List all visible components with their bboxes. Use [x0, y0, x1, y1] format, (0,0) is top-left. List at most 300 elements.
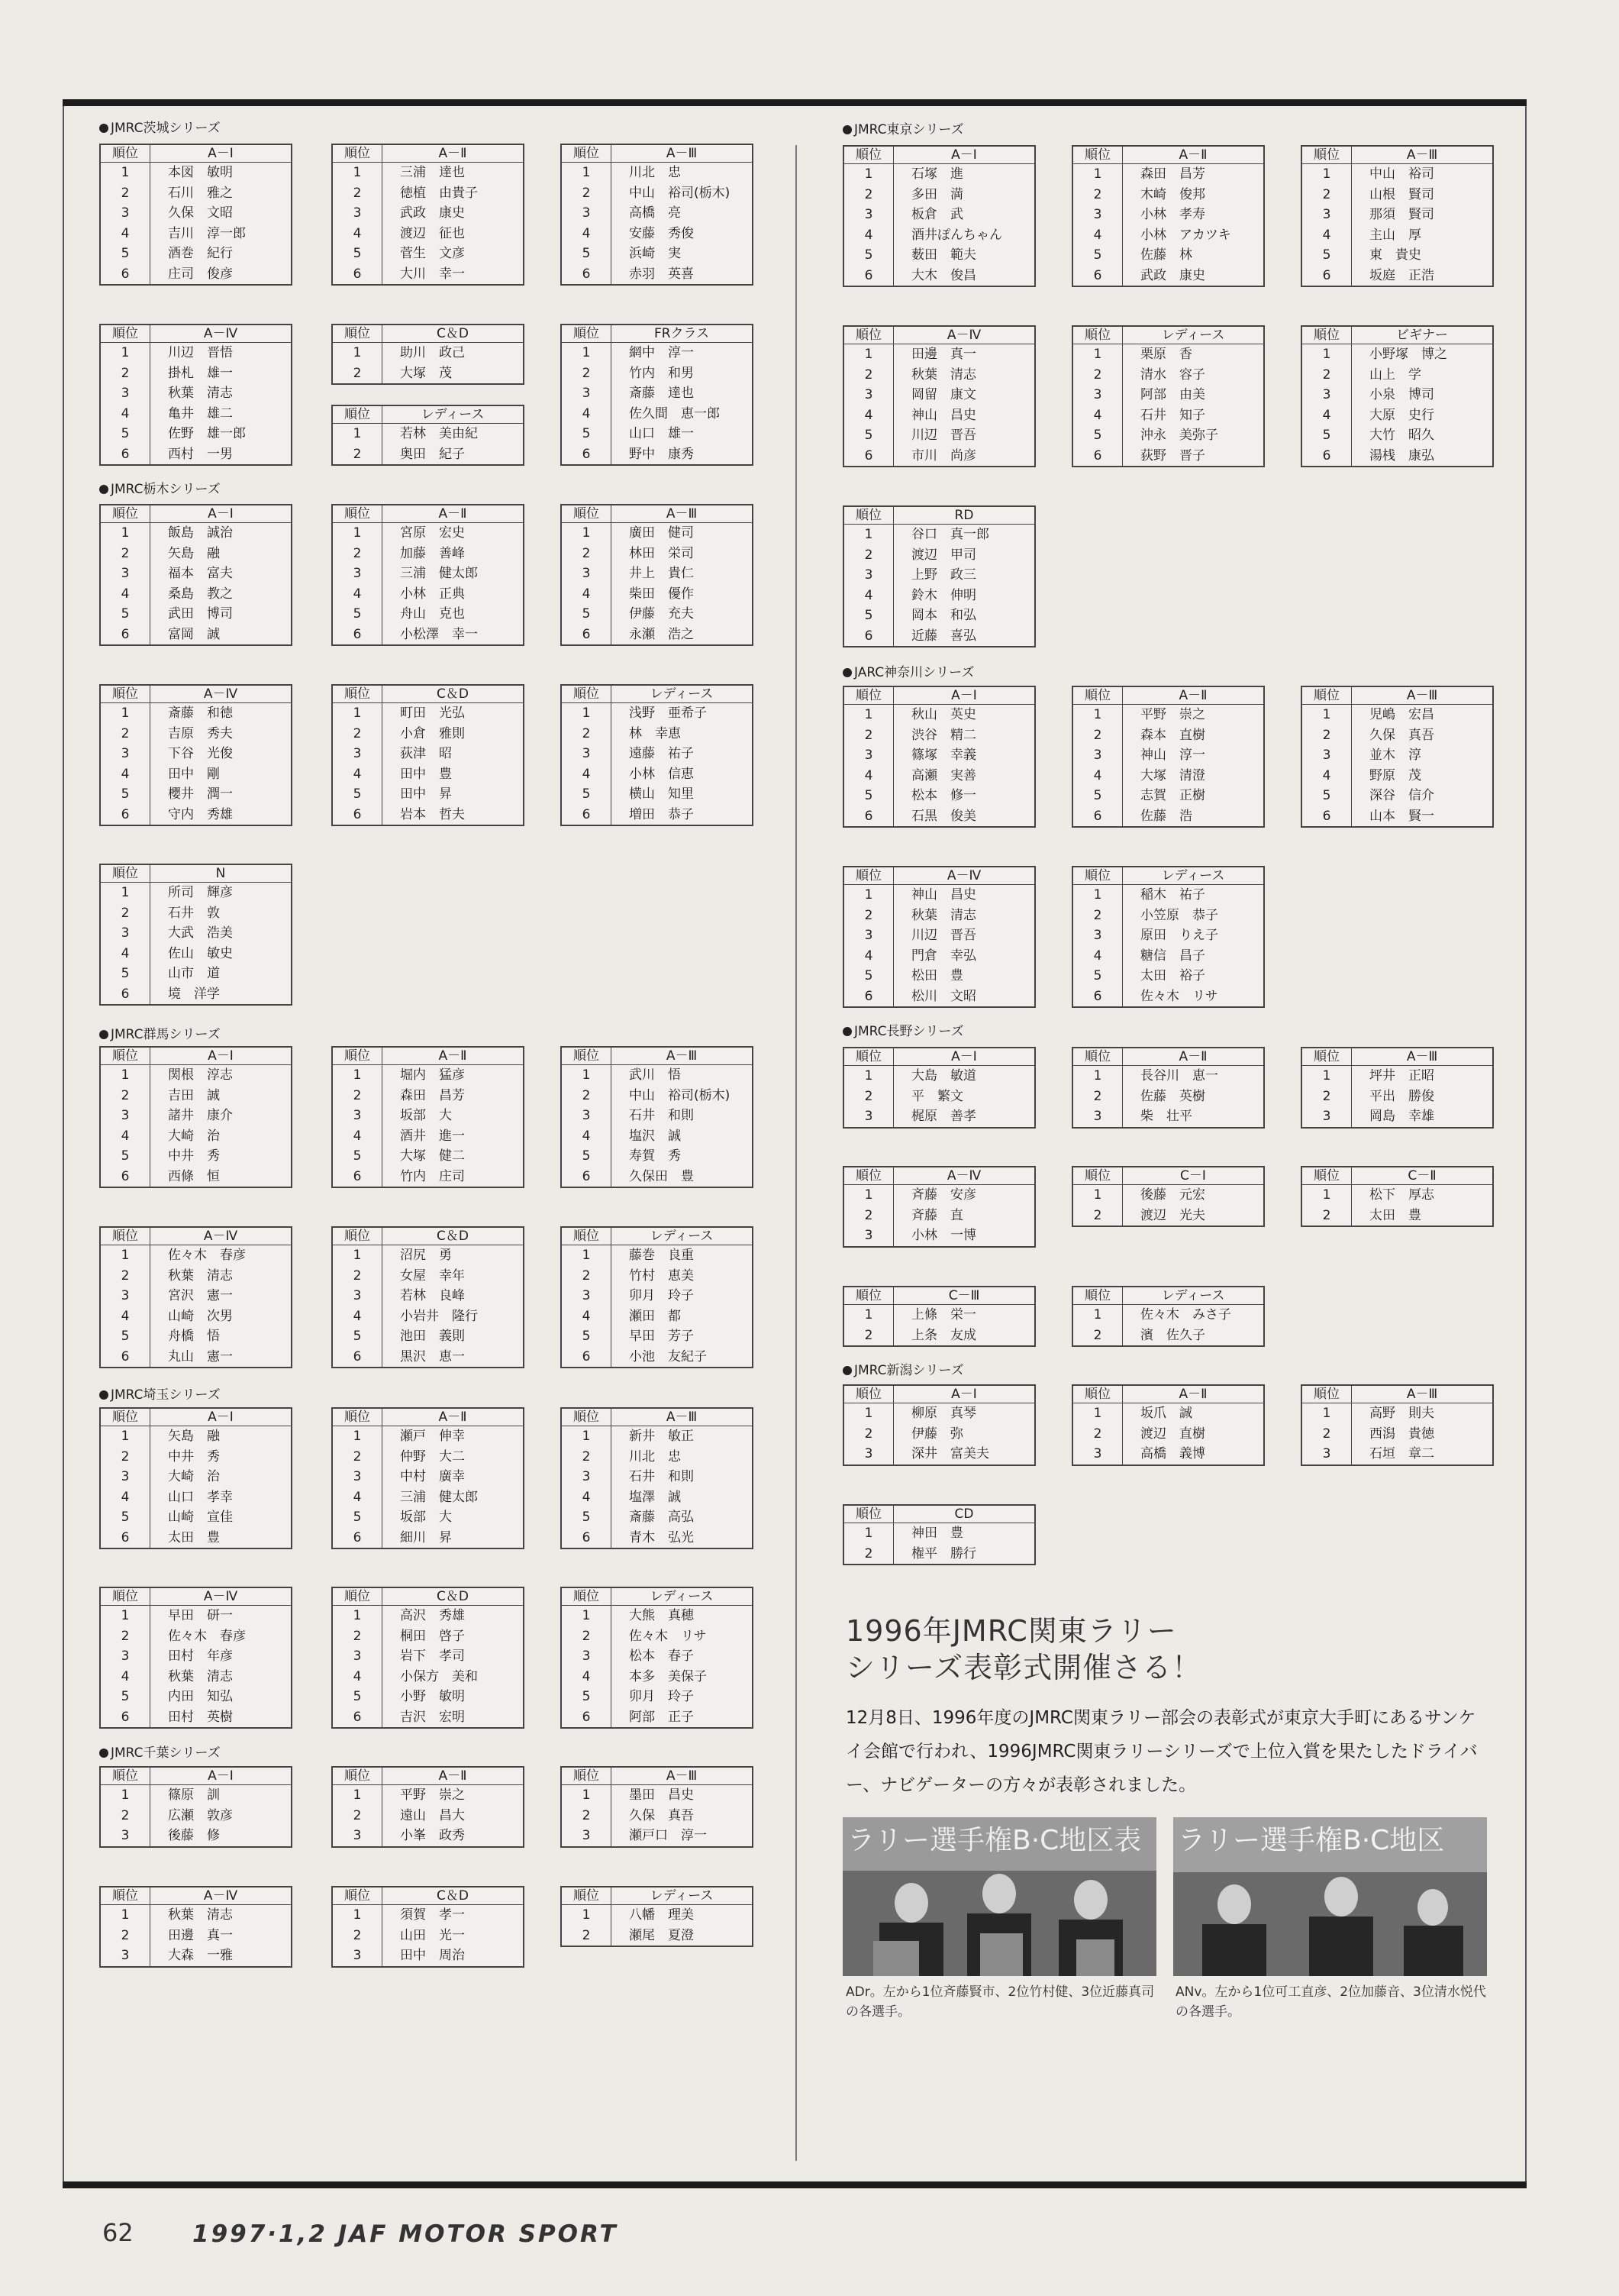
name-cell: 三浦 健太郎 [400, 566, 478, 581]
class-header: CD [954, 1506, 974, 1522]
rank-cell: 5 [864, 968, 873, 983]
name-cell: 川辺 晋吾 [911, 928, 976, 943]
rank-cell: 3 [1093, 748, 1102, 763]
rank-cell: 2 [582, 545, 591, 561]
rank-cell: 1 [582, 1787, 591, 1803]
results-table [331, 1226, 524, 1368]
name-cell: 秋葉 清志 [168, 1668, 233, 1684]
rank-cell: 6 [1322, 447, 1331, 463]
rank-cell: 1 [864, 887, 873, 903]
rank-cell: 6 [121, 266, 130, 282]
name-cell: 秋山 英史 [911, 707, 976, 722]
rank-cell: 3 [121, 1108, 130, 1123]
name-cell: 久保 真吾 [1369, 727, 1434, 743]
rank-cell: 2 [353, 365, 362, 381]
table-row [1073, 185, 1263, 205]
table-row [1302, 205, 1492, 225]
table-header [101, 1048, 291, 1065]
name-cell: 山根 賢司 [1369, 186, 1434, 202]
series-title-text: JARC神奈川シリーズ [854, 665, 975, 680]
table-row [333, 1905, 523, 1926]
class-header: レディース [1161, 1288, 1225, 1303]
name-cell: 佐々木 春彦 [168, 1628, 246, 1644]
rank-cell: 6 [121, 626, 130, 642]
table-row [1302, 266, 1492, 286]
bullet-icon [843, 1366, 852, 1375]
table-row [101, 1707, 291, 1728]
rank-header: 順位 [844, 1506, 894, 1523]
name-cell: 若林 良峰 [400, 1288, 465, 1303]
table-row [333, 1946, 523, 1966]
name-cell: 矢島 融 [168, 545, 220, 561]
name-cell: 浜崎 実 [629, 246, 681, 261]
class-header: A－Ⅲ [666, 1768, 698, 1784]
rank-cell: 1 [353, 1067, 362, 1083]
table-row [844, 1087, 1034, 1107]
table-row [844, 1106, 1034, 1127]
name-cell: 小峯 政秀 [400, 1828, 465, 1843]
name-cell: 小池 友紀子 [629, 1348, 707, 1364]
table-row [1302, 705, 1492, 725]
rank-header: 順位 [1302, 1386, 1352, 1403]
table-row [101, 1646, 291, 1667]
class-header: A－Ⅰ [208, 1048, 234, 1064]
table-row [101, 1785, 291, 1806]
results-table [331, 1886, 524, 1968]
table-row [101, 1946, 291, 1966]
rank-header: 順位 [844, 327, 894, 344]
name-cell: 田中 昇 [400, 786, 452, 802]
table-row [844, 365, 1034, 386]
table-row [562, 1785, 752, 1806]
table-header [333, 686, 523, 703]
rank-header: 順位 [844, 687, 894, 704]
name-cell: 谷口 真一郎 [911, 527, 989, 542]
rank-cell: 5 [1093, 968, 1102, 983]
rank-cell: 4 [353, 1308, 362, 1324]
name-cell: 大原 史行 [1369, 407, 1434, 423]
class-header: レディース [650, 686, 714, 702]
table-row [101, 1487, 291, 1508]
table-row [333, 703, 523, 724]
name-cell: 平野 崇之 [1140, 707, 1205, 722]
rank-cell: 2 [1093, 727, 1102, 743]
rank-cell: 4 [1093, 227, 1102, 243]
rank-cell: 6 [582, 1709, 591, 1725]
class-header: A－Ⅱ [438, 146, 467, 161]
rank-cell: 1 [353, 706, 362, 721]
table-row [844, 1403, 1034, 1424]
name-cell: 栗原 香 [1140, 347, 1192, 362]
table-row [333, 764, 523, 785]
name-cell: 岡本 和弘 [911, 608, 976, 623]
table-row [333, 1347, 523, 1368]
table-row [101, 724, 291, 744]
column-rule [893, 1523, 894, 1564]
results-table [99, 1226, 292, 1368]
rank-cell: 4 [1093, 767, 1102, 783]
series-title [99, 1742, 221, 1761]
name-cell: 徳植 由貴子 [400, 185, 478, 201]
results-table [1072, 686, 1265, 828]
rank-cell: 3 [864, 928, 873, 943]
rank-cell: 2 [864, 547, 873, 563]
rank-cell: 4 [582, 405, 591, 421]
rank-cell: 2 [121, 1448, 130, 1464]
table-row [562, 1467, 752, 1487]
name-cell: 小野 敏明 [400, 1689, 465, 1704]
table-row [562, 244, 752, 264]
column-rule [1351, 164, 1352, 286]
name-cell: 野中 康秀 [629, 446, 694, 462]
name-cell: 高橋 義博 [1140, 1446, 1205, 1461]
results-table [843, 1384, 1036, 1466]
rank-cell: 1 [1093, 166, 1102, 182]
name-cell: 広瀬 敦彦 [168, 1807, 233, 1823]
rank-cell: 1 [121, 165, 130, 180]
name-cell: 松田 豊 [911, 968, 963, 983]
rank-cell: 3 [582, 746, 591, 761]
rank-cell: 4 [353, 1668, 362, 1684]
class-header: A－Ⅱ [438, 506, 467, 522]
rank-cell: 2 [582, 1927, 591, 1943]
table-row [562, 1606, 752, 1626]
name-cell: 小林 孝寿 [1140, 207, 1205, 222]
rank-cell: 5 [582, 1510, 591, 1525]
rank-cell: 3 [864, 1109, 873, 1124]
name-cell: 竹内 和男 [629, 365, 694, 381]
table-row [562, 1487, 752, 1508]
results-table [560, 1226, 753, 1368]
rank-header: 順位 [844, 867, 894, 884]
name-cell: 高瀬 実善 [911, 767, 976, 783]
rank-cell: 3 [582, 1108, 591, 1123]
rank-cell: 3 [353, 566, 362, 581]
results-table [843, 686, 1036, 828]
rank-cell: 3 [121, 1649, 130, 1664]
class-header: FRクラス [653, 326, 710, 341]
rank-cell: 1 [582, 345, 591, 360]
table-row [1302, 786, 1492, 806]
table-row [1073, 925, 1263, 946]
table-header [333, 1887, 523, 1905]
table-row [333, 363, 523, 384]
award-photo-driver [843, 1817, 1156, 1976]
rank-cell: 3 [121, 1828, 130, 1843]
table-row [333, 1086, 523, 1106]
rank-cell: 6 [582, 1168, 591, 1184]
table-row [1302, 425, 1492, 446]
table-header [101, 1887, 291, 1905]
table-row [844, 1185, 1034, 1206]
name-cell: 大武 浩美 [168, 925, 233, 941]
rank-cell: 2 [121, 1807, 130, 1823]
name-cell: 永瀬 浩之 [629, 626, 694, 642]
table-header [844, 1048, 1034, 1066]
rank-cell: 6 [582, 1348, 591, 1364]
rank-cell: 1 [1093, 347, 1102, 362]
rank-header: 順位 [1302, 687, 1352, 704]
rank-cell: 6 [1093, 267, 1102, 283]
table-row [101, 784, 291, 805]
name-cell: 舟橋 悟 [168, 1329, 220, 1344]
frame-left [63, 106, 64, 2181]
rank-cell: 2 [864, 1545, 873, 1561]
table-row [1073, 205, 1263, 225]
table-row [1073, 1206, 1263, 1226]
table-row [562, 724, 752, 744]
rank-cell: 1 [864, 1068, 873, 1083]
table-row [562, 584, 752, 605]
name-cell: 森本 直樹 [1140, 727, 1205, 743]
rank-header: 順位 [101, 1048, 150, 1064]
name-cell: 阿部 正子 [629, 1709, 694, 1725]
name-cell: 大川 幸一 [400, 266, 465, 282]
name-cell: 八幡 理美 [629, 1907, 694, 1923]
name-cell: 秋葉 清志 [911, 367, 976, 383]
name-cell: 田中 豊 [400, 766, 452, 782]
rank-header: 順位 [333, 1228, 382, 1245]
rank-header: 順位 [101, 1887, 150, 1904]
table-row [101, 1426, 291, 1447]
name-cell: 東 貴史 [1369, 247, 1421, 263]
table-row [1073, 1403, 1263, 1424]
table-header [101, 325, 291, 343]
rank-header: 順位 [101, 1228, 150, 1245]
table-header [1302, 687, 1492, 705]
name-cell: 丸山 憲一 [168, 1348, 233, 1364]
results-table [1072, 325, 1265, 467]
rank-cell: 5 [582, 786, 591, 802]
column-rule [1122, 885, 1123, 1006]
rank-cell: 1 [864, 527, 873, 542]
rank-cell: 4 [582, 586, 591, 602]
name-cell: 篠塚 幸義 [911, 748, 976, 763]
name-cell: 佐々木 リサ [1140, 988, 1218, 1004]
rank-cell: 1 [353, 165, 362, 180]
name-cell: 飯島 誠治 [168, 525, 233, 541]
table-row [1302, 405, 1492, 426]
table-row [1073, 705, 1263, 725]
rank-cell: 3 [353, 1649, 362, 1664]
rank-header: 順位 [562, 1768, 611, 1784]
rank-cell: 1 [1322, 1068, 1331, 1083]
table-row [1073, 446, 1263, 467]
rank-cell: 6 [864, 988, 873, 1004]
rank-cell: 1 [121, 1608, 130, 1623]
rank-cell: 5 [121, 966, 130, 981]
table-row [562, 1347, 752, 1368]
table-row [844, 1326, 1034, 1346]
table-row [101, 805, 291, 825]
table-row [1073, 906, 1263, 926]
table-row [101, 1626, 291, 1647]
rank-cell: 1 [121, 1248, 130, 1263]
table-row [844, 745, 1034, 766]
name-cell: 中井 秀 [168, 1448, 220, 1464]
rank-cell: 1 [1322, 1187, 1331, 1203]
table-row [1302, 1066, 1492, 1087]
rank-cell: 5 [1322, 428, 1331, 443]
name-cell: 寿賀 秀 [629, 1148, 681, 1164]
table-row [333, 1826, 523, 1846]
table-header [101, 1228, 291, 1245]
rank-cell: 4 [353, 586, 362, 602]
rank-cell: 4 [864, 948, 873, 964]
rank-cell: 2 [1093, 907, 1102, 923]
rank-cell: 4 [1322, 407, 1331, 423]
results-table [331, 1587, 524, 1729]
rank-cell: 1 [582, 165, 591, 180]
rank-cell: 6 [121, 1529, 130, 1545]
rank-cell: 3 [121, 566, 130, 581]
class-header: A－Ⅳ [203, 1589, 238, 1604]
table-row [333, 1646, 523, 1667]
name-cell: 渋谷 精二 [911, 727, 976, 743]
rank-cell: 4 [353, 766, 362, 782]
rank-cell: 3 [1322, 1446, 1331, 1461]
column-rule [1122, 705, 1123, 826]
table-row [333, 564, 523, 584]
name-cell: 久保 真吾 [629, 1807, 694, 1823]
bullet-icon [843, 1027, 852, 1036]
name-cell: 久保田 豊 [629, 1168, 694, 1184]
rank-cell: 2 [121, 905, 130, 921]
rank-cell: 3 [121, 386, 130, 401]
rank-header: 順位 [1073, 687, 1123, 704]
table-row [333, 1487, 523, 1508]
table-row [844, 266, 1034, 286]
rank-cell: 3 [1093, 1109, 1102, 1124]
rank-header: 順位 [562, 1409, 611, 1426]
column-divider [795, 145, 797, 2161]
table-header [333, 1048, 523, 1065]
rank-cell: 1 [582, 525, 591, 541]
rank-header: 順位 [333, 325, 382, 342]
rank-cell: 6 [121, 1168, 130, 1184]
rank-cell: 1 [582, 1429, 591, 1444]
table-row [844, 626, 1034, 647]
table-row [562, 1707, 752, 1728]
rank-cell: 2 [353, 545, 362, 561]
rank-cell: 2 [1322, 1207, 1331, 1223]
rank-header: 順位 [1073, 1287, 1123, 1304]
class-header: N [215, 866, 226, 881]
name-cell: 松本 修一 [911, 788, 976, 803]
name-cell: 秋葉 清志 [168, 386, 233, 401]
name-cell: 小林 信恵 [629, 766, 694, 782]
name-cell: 小松澤 幸一 [400, 626, 478, 642]
rank-cell: 2 [582, 365, 591, 381]
results-table [1072, 1047, 1265, 1129]
name-cell: 松下 厚志 [1369, 1187, 1434, 1203]
rank-cell: 4 [121, 1308, 130, 1324]
name-cell: 平出 勝俊 [1369, 1088, 1434, 1104]
name-cell: 中山 裕司(栃木) [629, 185, 730, 201]
name-cell: 石井 知子 [1140, 407, 1205, 423]
rank-cell: 3 [121, 1469, 130, 1484]
rank-cell: 3 [582, 1469, 591, 1484]
rank-cell: 1 [864, 1307, 873, 1322]
series-title-text: JMRC埼玉シリーズ [111, 1387, 221, 1403]
class-header: A－Ⅳ [947, 868, 982, 883]
article-body: 12月8日、1996年度のJMRC関東ラリー部会の表彰式が東京大手町にあるサンケイ会館で行われ、1996JMRC関東ラリーシリーズで上位入賞を果たしたドライバー、ナビゲーターの方々が表彰されました。 [846, 1708, 1478, 1795]
table-header [844, 687, 1034, 705]
rank-header: 順位 [562, 1048, 611, 1064]
rank-cell: 3 [582, 205, 591, 221]
table-header [333, 145, 523, 163]
name-cell: 所司 輝彦 [168, 885, 233, 900]
class-header: A－Ⅳ [203, 1229, 238, 1244]
name-cell: 山田 光一 [400, 1927, 465, 1943]
rank-cell: 3 [353, 205, 362, 221]
results-table [331, 324, 524, 385]
rank-cell: 1 [1093, 1068, 1102, 1083]
name-cell: 荻津 昭 [400, 746, 452, 761]
name-cell: 山市 道 [168, 966, 220, 981]
series-title [99, 1384, 221, 1403]
name-cell: 木崎 俊邦 [1140, 186, 1205, 202]
rank-cell: 2 [1322, 727, 1331, 743]
rank-cell: 6 [353, 806, 362, 822]
rank-cell: 5 [121, 1689, 130, 1704]
class-header: A－Ⅲ [1406, 1049, 1438, 1064]
class-header: A－Ⅲ [666, 506, 698, 522]
rank-cell: 2 [864, 1207, 873, 1223]
rank-cell: 4 [582, 1668, 591, 1684]
table-row [844, 225, 1034, 246]
table-row [101, 584, 291, 605]
name-cell: 上条 友成 [911, 1327, 976, 1343]
top-rule [63, 99, 1527, 106]
column-rule [1351, 1185, 1352, 1226]
name-cell: 太田 裕子 [1140, 968, 1205, 983]
name-cell: 瀬尾 夏澄 [629, 1927, 694, 1943]
table-row [333, 1626, 523, 1647]
name-cell: 武田 博司 [168, 606, 233, 622]
series-title [99, 1023, 221, 1042]
bullet-icon [843, 668, 852, 677]
name-cell: 山崎 宣佳 [168, 1510, 233, 1525]
name-cell: 武川 悟 [629, 1067, 681, 1083]
table-header [333, 505, 523, 523]
name-cell: 佐々木 リサ [629, 1628, 707, 1644]
name-cell: 坂部 大 [400, 1510, 452, 1525]
name-cell: 秋葉 清志 [168, 1267, 233, 1284]
name-cell: 上條 栄一 [911, 1307, 976, 1322]
name-cell: 斉藤 安彦 [911, 1187, 976, 1203]
name-cell: 瀬戸口 淳一 [629, 1828, 707, 1843]
name-cell: 大塚 茂 [400, 365, 452, 381]
table-row [101, 1507, 291, 1528]
article-title [846, 1613, 1201, 1686]
table-row [101, 564, 291, 584]
name-cell: 鈴木 伸明 [911, 587, 976, 603]
name-cell: 川北 忠 [629, 1448, 681, 1464]
name-cell: 卯月 玲子 [629, 1689, 694, 1704]
table-row [101, 1086, 291, 1106]
name-cell: 関根 淳志 [168, 1067, 233, 1083]
rank-cell: 4 [582, 1308, 591, 1324]
table-row [844, 1206, 1034, 1226]
table-row [562, 444, 752, 465]
rank-header: 順位 [101, 1588, 150, 1605]
table-row [844, 586, 1034, 606]
rank-cell: 2 [121, 1267, 130, 1284]
table-row [101, 383, 291, 404]
table-row [101, 1146, 291, 1167]
rank-cell: 5 [353, 1689, 362, 1704]
